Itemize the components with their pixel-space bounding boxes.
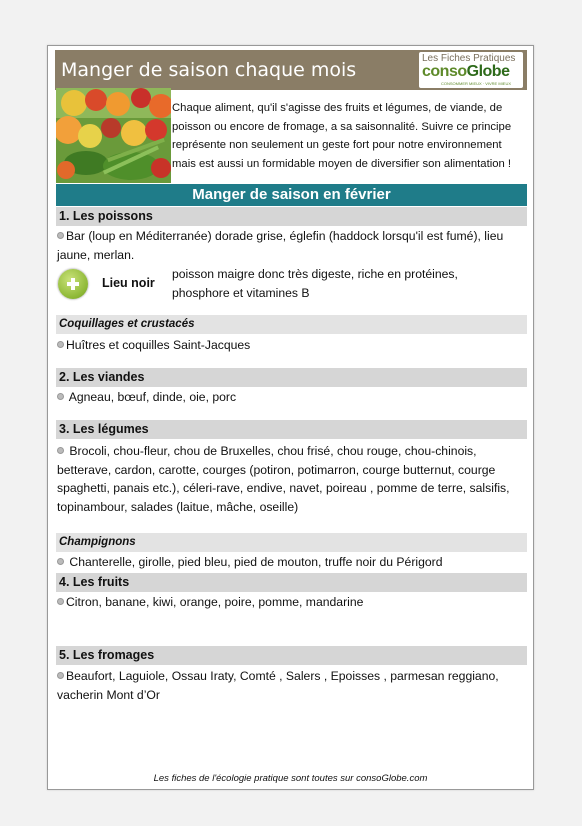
section-header-poissons: 1. Les poissons (56, 207, 527, 226)
title-bar (55, 50, 527, 90)
intro-paragraph: Chaque aliment, qu'il s'agisse des fruits et légumes, de viande, de poisson ou encore de fromage, a sa saisonnalité. Suivre ce principe représente non seulement un geste fort pour notre environnement mais est aussi un formidable moyen de diversifier son alimentation ! (172, 102, 512, 170)
section-text-viandes: Agneau, bœuf, dinde, oie, porc (57, 388, 527, 407)
section-text-champignons: Chanterelle, girolle, pied bleu, pied de mouton, truffe noir du Périgord (57, 553, 527, 572)
fiche-document (47, 45, 534, 790)
bullet-icon (57, 232, 64, 239)
plus-icon (58, 269, 88, 299)
section-header-fromages: 5. Les fromages (56, 646, 527, 665)
section-header-coquillages: Coquillages et crustacés (56, 315, 527, 334)
highlight-text: poisson maigre donc très digeste, riche en protéines, phosphore et vitamines B (172, 267, 458, 300)
consoglobe-logo: Les Fiches Pratiques consoGlobe CONSOMMER MIEUX · VIVRE MIEUX (419, 52, 523, 88)
month-banner: Manger de saison en février (56, 184, 527, 206)
section-text-poissons: Bar (loup en Méditerranée) dorade grise, églefin (haddock lorsqu'il est fumé), lieu jaune, merlan. (57, 229, 504, 262)
footer-note: Les fiches de l'écologie pratique sont toutes sur consoGlobe.com (153, 773, 428, 784)
section-header-champignons: Champignons (56, 533, 527, 552)
highlight-label: Lieu noir (102, 276, 155, 290)
bullet-icon (57, 558, 64, 565)
section-text-fromages: Beaufort, Laguiole, Ossau Iraty, Comté , Salers , Epoisses , parmesan reggiano, vacherin Mont d’Or (57, 669, 499, 702)
bullet-icon (57, 447, 64, 454)
page-title: Manger de saison chaque mois (61, 59, 357, 81)
section-header-fruits: 4. Les fruits (56, 573, 527, 592)
section-header-viandes: 2. Les viandes (56, 368, 527, 387)
bullet-icon (57, 393, 64, 400)
bullet-icon (57, 598, 64, 605)
bullet-icon (57, 672, 64, 679)
bullet-icon (57, 341, 64, 348)
section-header-legumes: 3. Les légumes (56, 420, 527, 439)
section-text-coquillages: Huîtres et coquilles Saint-Jacques (57, 336, 527, 355)
section-text-legumes: Brocoli, chou-fleur, chou de Bruxelles, chou frisé, chou rouge, chou-chinois, betterave, cardon, carotte, courges (potiron, potimarron, courge butternut, courge spaghetti, panais etc.), céleri-rave, endive, navet, poireau , pomme de terre, salsifis, topinambour, salades (laitue, mâche, oseille) (57, 444, 510, 514)
vegetables-image (56, 88, 171, 183)
section-text-fruits: Citron, banane, kiwi, orange, poire, pomme, mandarine (57, 593, 527, 612)
